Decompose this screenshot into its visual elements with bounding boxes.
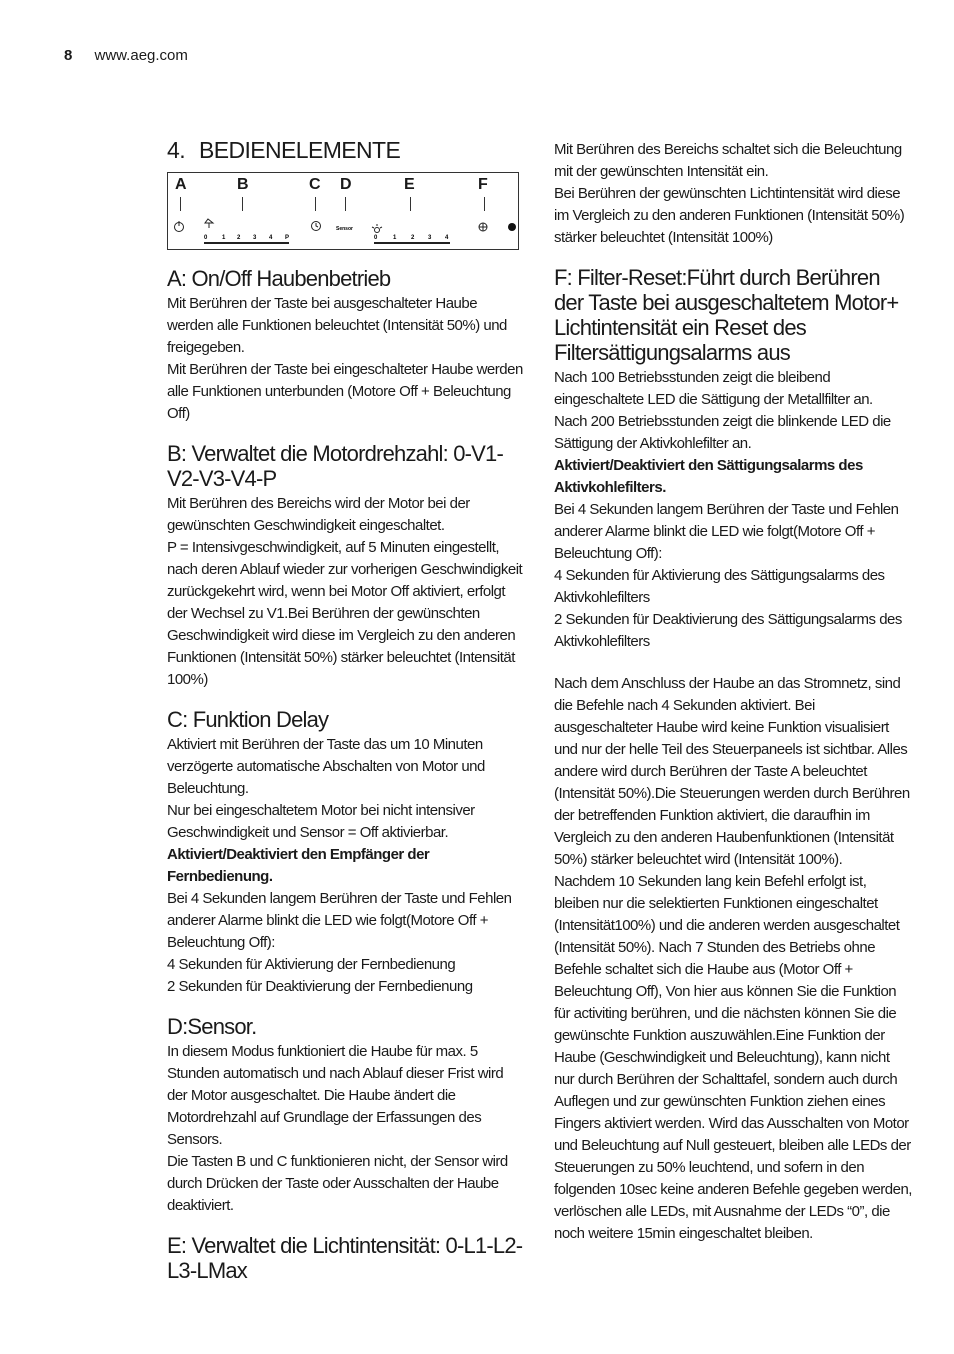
section-title [167,136,523,164]
page-header [64,47,188,64]
light-icon [372,224,382,233]
pointer-line-a [180,197,181,211]
light-scale-4: 4 [445,235,449,241]
text-a-1: Mit Berühren der Taste bei ausgeschalteter Haube werden alle Funktionen beleuchtet (Intensität 50%) und freigegeben. [167,295,507,356]
motor-scale-1: 1 [222,235,226,241]
motor-scale-0: 0 [204,235,208,241]
text-f-2: Nach 200 Betriebsstunden zeigt die blinkende LED die Sättigung der Aktivkohlefilter an. [554,413,891,452]
text-c-4: 4 Sekunden für Aktivierung der Fernbedienung [167,956,456,973]
motor-scale-2: 2 [237,235,241,241]
text-f-bold: Aktiviert/Deaktiviert den Sättigungsalarms des Aktivkohlefilters. [554,457,863,496]
control-panel-diagram [167,172,519,250]
paragraph-gap [554,653,912,673]
text-a-2: Mit Berühren der Taste bei eingeschalteter Haube werden alle Funktionen unterbunden (Motore Off + Beleuchtung Off) [167,361,523,422]
panel-graphics [168,215,520,245]
panel-letter-d: D [340,176,352,193]
text-b-2: P = Intensivgeschwindigkeit, auf 5 Minuten eingestellt, nach deren Ablauf wieder zur vorherigen Geschwindigkeit zurückgekehrt wird, wenn bei Motor Off aktiviert, erfolgt der Wechsel zu V1.Bei Berühren der gewünschten Geschwindigkeit wird diese im Vergleich zu den anderen Funktionen (Intensität 50%) stärker beleuchtet (Intensität 100%) [167,539,523,688]
light-scale-3: 3 [428,235,432,241]
left-column [167,136,523,1285]
text-f-1: Nach 100 Betriebsstunden zeigt die bleibend eingeschaltete LED die Sättigung der Metallfilter an. [554,369,873,408]
panel-letter-f: F [478,176,488,193]
motor-scale-3: 3 [253,235,257,241]
heading-d: D:Sensor. [167,1014,257,1039]
motor-scale [204,235,289,243]
panel-letter-a: A [175,176,187,193]
pointer-line-b [242,197,243,211]
filter-led-icon [508,223,516,231]
text-general-2: Nachdem 10 Sekunden lang kein Befehl erfolgt ist, bleiben nur die selektierten Funktionen eingeschaltet (Intensität100%) und die anderen werden ausgeschaltet (Intensität 50%). Nach 7 Stunden des Betriebs ohne Befehle schaltet sich die Haube aus (Motor Off + Beleuchtung Off), Von hier aus können Sie die Funktion für activiting berühren, und die nächsten können Sie die gewünschte Funktion auszuwählen.Eine Funktion der Haube (Geschwindigkeit und Beleuchtung), kann nicht nur durch Berühren der Schalttafel, sondern auch durch Auflegen und zur gewünschten Funktion ziehen eines Fingers aktiviert werden. Wird das Ausschalten von Motor und Beleuchtung auf Null gesteuert, bleiben alle LEDs der Steuerungen zu 50% leuchtend, und sofern in den folgenden 10sec keine anderen Befehle gegeben werden, verlöschen alle LEDs, mit Ausnahme der LEDs “0”, die noch weitere 15min eingeschaltet bleiben. [554,873,912,1242]
section-number: 4. [167,137,185,163]
text-e-2: Bei Berühren der gewünschten Lichtintensität wird diese im Vergleich zu den anderen Funktionen (Intensität 50%) stärker beleuchtet (Intensität 100%) [554,185,905,246]
right-column [554,139,912,1245]
page-number: 8 [64,47,73,64]
heading-e: E: Verwaltet die Lichtintensität: 0-L1-L2-L3-LMax [167,1233,523,1283]
fan-icon [205,219,213,228]
text-b-1: Mit Berühren des Bereichs wird der Motor bei der gewünschten Geschwindigkeit eingeschaltet. [167,495,470,534]
text-f-4: 4 Sekunden für Aktivierung des Sättigungsalarms des Aktivkohlefilters [554,567,885,606]
heading-f: F: Filter-Reset:Führt durch Berühren der Taste bei ausgeschaltetem Motor+ Lichtintensität ein Reset des Filtersättigungsalarms aus [554,265,899,365]
motor-scale-4: 4 [269,235,273,241]
heading-c: C: Funktion Delay [167,707,329,732]
pointer-line-e [410,197,411,211]
light-scale-0: 0 [374,235,378,241]
text-c-3: Bei 4 Sekunden langem Berühren der Taste und Fehlen anderer Alarme blinkt die LED wie folgt(Motore Off + Beleuchtung Off): [167,890,512,951]
heading-b: B: Verwaltet die Motordrehzahl: 0-V1-V2-V3-V4-P [167,441,504,491]
filter-icon [479,223,487,231]
panel-letter-c: C [309,176,321,193]
pointer-line-d [345,197,346,211]
panel-letter-b: B [237,176,249,193]
power-icon [175,221,184,232]
text-c-bold: Aktiviert/Deaktiviert den Empfänger der Fernbedienung. [167,846,430,885]
text-c-5: 2 Sekunden für Deaktivierung der Fernbedienung [167,978,473,995]
text-d-2: Die Tasten B und C funktionieren nicht, der Sensor wird durch Drücken der Taste oder Ausschalten der Haube deaktiviert. [167,1153,508,1214]
light-scale-1: 1 [393,235,397,241]
pointer-line-c [315,197,316,211]
text-f-5: 2 Sekunden für Deaktivierung des Sättigungsalarms des Aktivkohlefilters [554,611,902,650]
pointer-line-f [484,197,485,211]
delay-icon [312,222,321,231]
heading-a: A: On/Off Haubenbetrieb [167,266,391,291]
text-f-3: Bei 4 Sekunden langem Berühren der Taste und Fehlen anderer Alarme blinkt die LED wie folgt(Motore Off + Beleuchtung Off): [554,501,899,562]
light-scale [374,235,450,243]
section-heading: BEDIENELEMENTE [198,137,401,163]
light-scale-2: 2 [411,235,415,241]
text-d-1: In diesem Modus funktioniert die Haube für max. 5 Stunden automatisch und nach Ablauf dieser Frist wird der Motor ausgeschaltet. Die Haube ändert die Motordrehzahl auf Grundlage der Erfassungen des Sensors. [167,1043,504,1148]
sensor-label: Sensor [336,226,353,232]
site-url: www.aeg.com [94,47,188,64]
text-c-2: Nur bei eingeschaltetem Motor bei nicht intensiver Geschwindigkeit und Sensor = Off aktivierbar. [167,802,475,841]
text-e-1: Mit Berühren des Bereichs schaltet sich die Beleuchtung mit der gewünschten Intensität ein. [554,141,902,180]
panel-letter-e: E [404,176,415,193]
text-c-1: Aktiviert mit Berühren der Taste das um 10 Minuten verzögerte automatische Abschalten von Motor und Beleuchtung. [167,736,485,797]
text-general-1: Nach dem Anschluss der Haube an das Stromnetz, sind die Befehle nach 4 Sekunden aktiviert. Bei ausgeschalteter Haube wird keine Funktion visualisiert und nur der helle Teil des Steuerpaneels ist sichtbar. Alles andere wird durch Berühren der Taste A beleuchtet (Intensität 50%).Die Steuerungen werden durch Berühren der betreffenden Funktion aktiviert, die daraufhin im Vergleich zu den anderen Haubenfunktionen (Intensität 50%) stärker beleuchtet wird (Intensität 100%). [554,675,910,868]
motor-scale-p: P [285,235,290,241]
